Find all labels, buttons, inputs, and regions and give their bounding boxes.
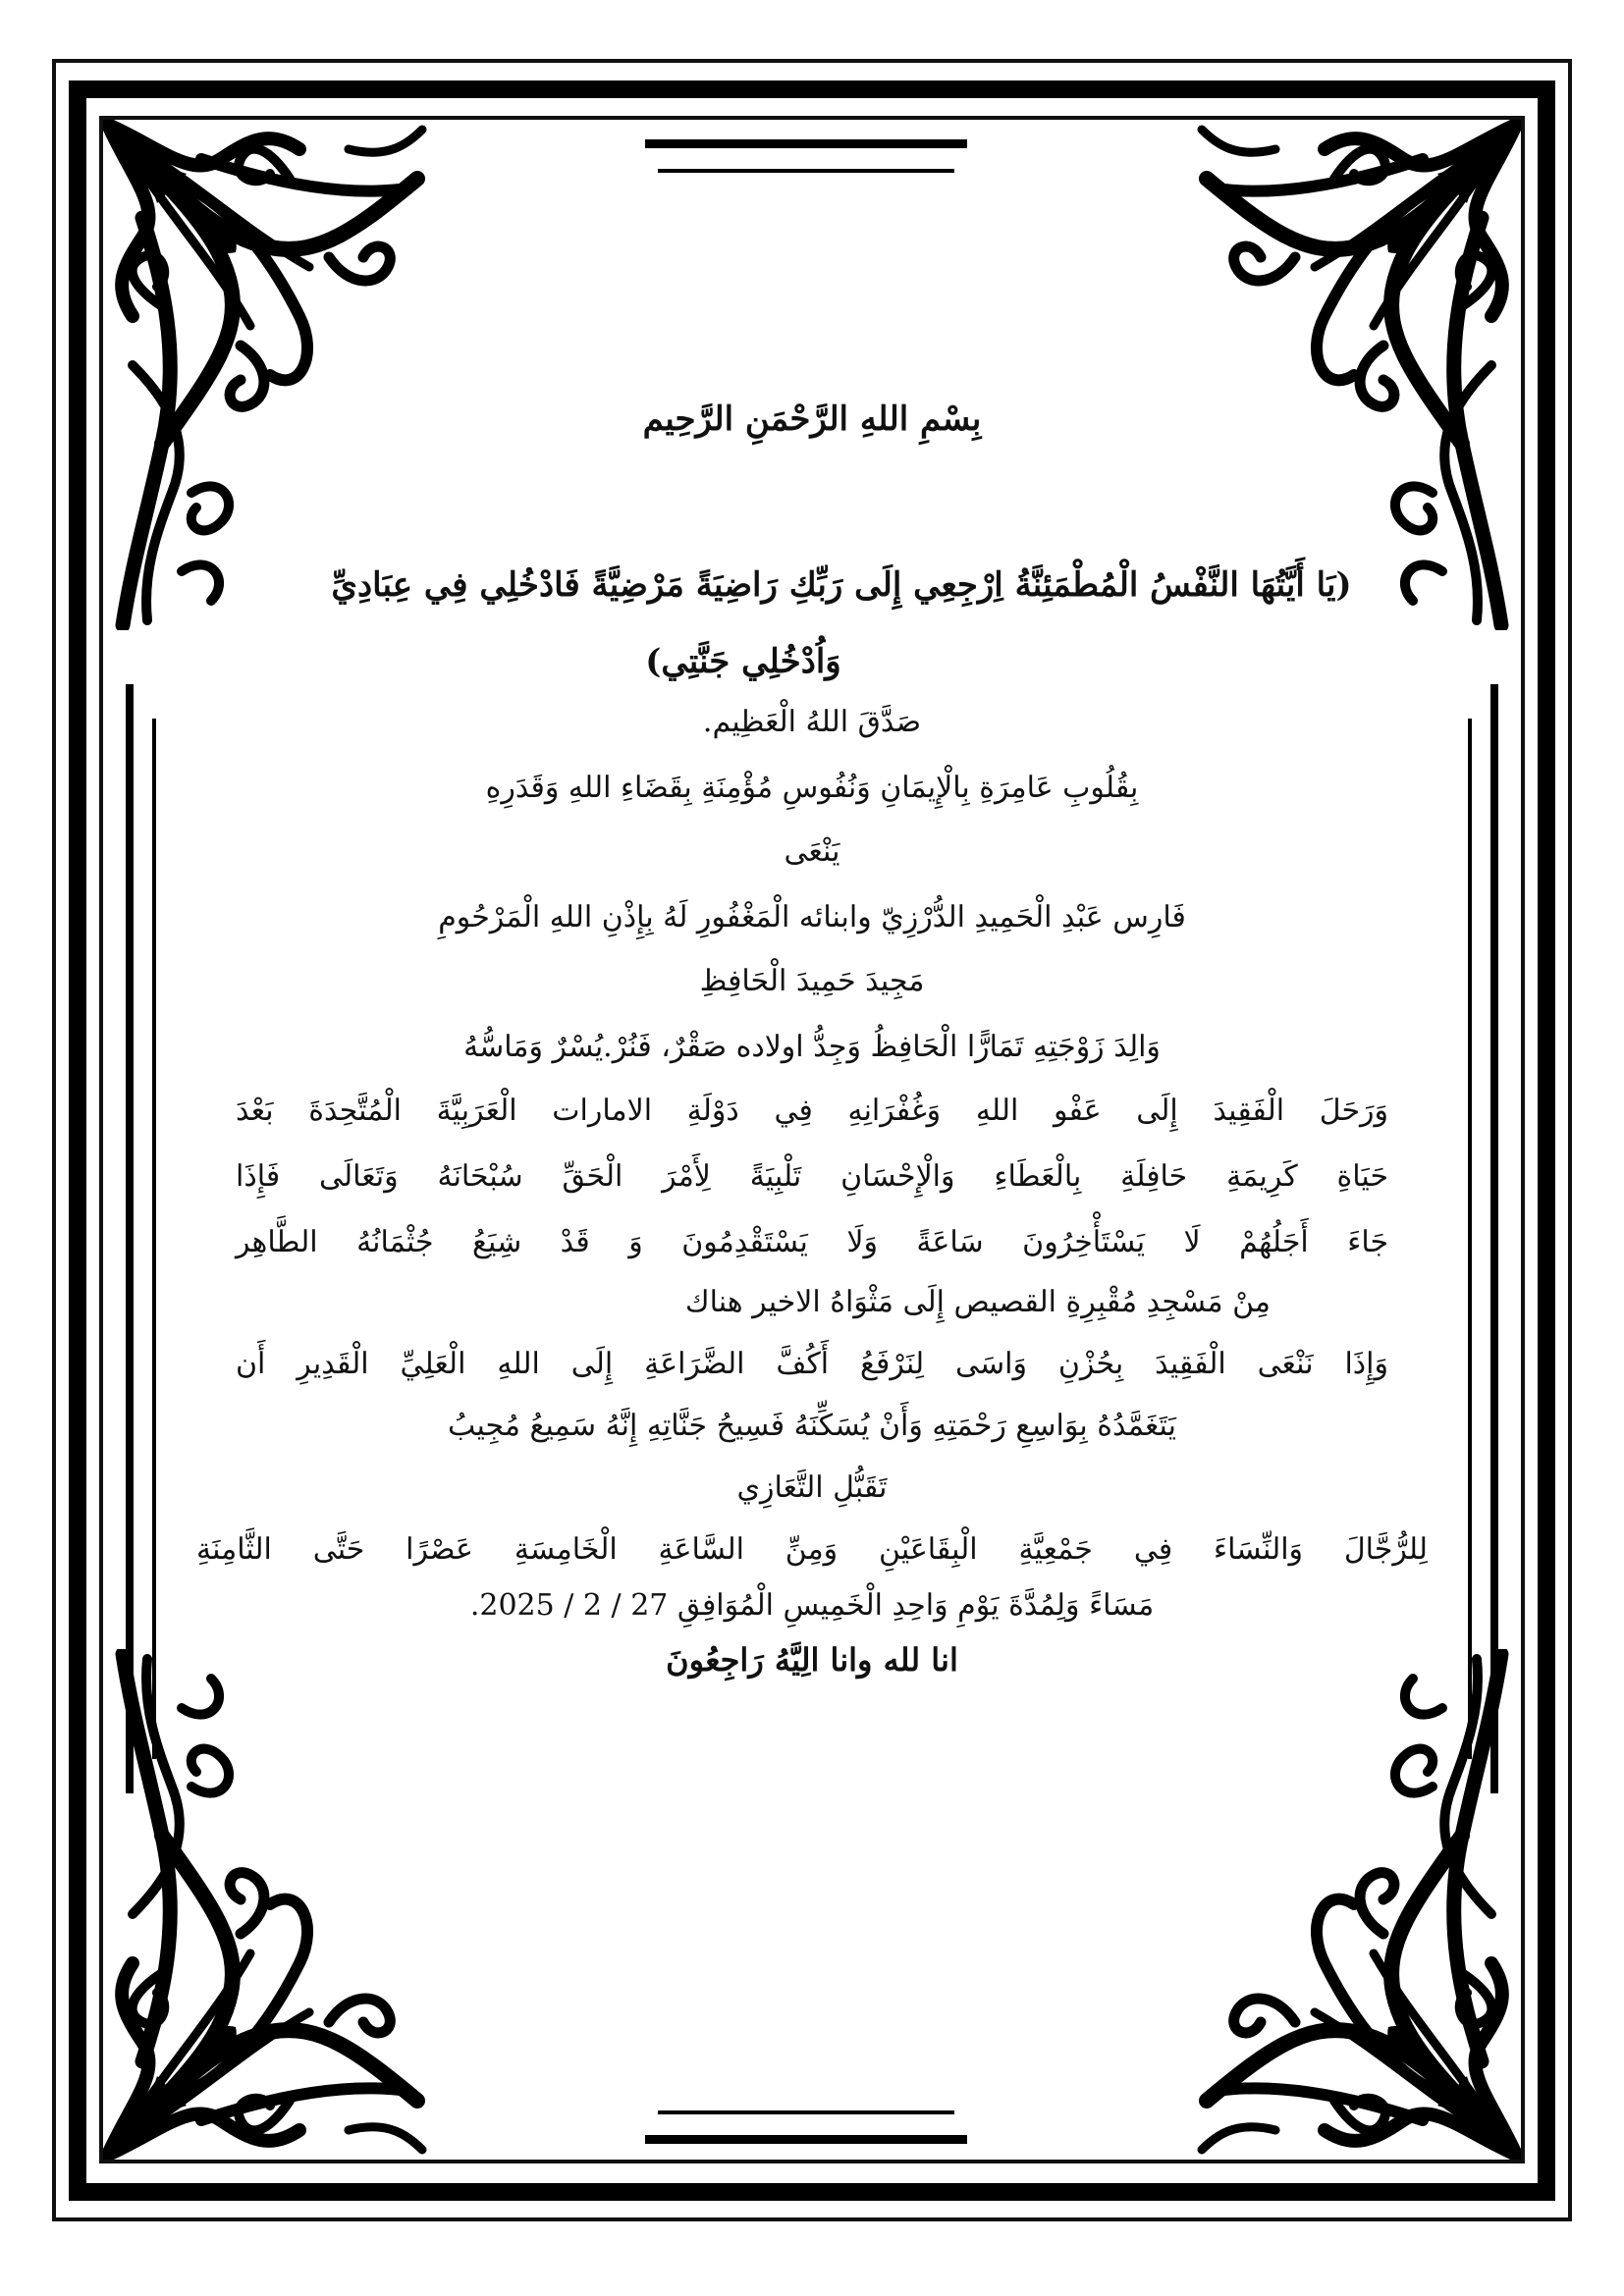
condolences-line: لِلرُّجَّالَ وَالنِّسَاءَ فِي جَمْعِيَّةِ الْبِقَاعَيْنِ وَمِنِّ السَّاعَةِ الْخَامِسَةِ عَصْرًا حَتَّى الثَّامِنَةِ	[196, 1532, 1428, 1567]
verse-line-1: (يَا أَيَّتُهَا النَّفْسُ الْمُطْمَئِنَّةُ اِرْجِعِي إِلَى رَبِّكِ رَاضِيَةً مَرْضِيَّةً فَادْخُلِي فِي عِبَادِيِّ	[331, 565, 1352, 605]
paragraph-2	[236, 1336, 1388, 1454]
verse-line-2: وَاُدْخُلِي جَنَّتِي)	[645, 642, 841, 681]
paragraph-2-line: يَتَغَمَّدُهُ بِوَاسِعِ رَحْمَتِهِ وَأَنْ يُسَكِّنَهُ فَسِيحُ جَنَّاتِهِ إِنَّهُ سَمِيعُ مُجِيبُ	[448, 1409, 1176, 1443]
family-line: وَالِدَ زَوْجَتِهِ تَمَارًّا الْحَافِظُ وَجِدُّ اولاده صَقْرٌ، فَنُرْ.يُسْرٌ وَمَاسُّهُ	[463, 1030, 1161, 1064]
top-ornament-bar-thick	[645, 139, 967, 148]
basmala: بِسْمِ اللهِ الرَّحْمَنِ الرَّحِيم	[642, 400, 982, 439]
bottom-ornament-bar-thick	[645, 2135, 967, 2144]
intro-line: بِقُلُوبِ عَامِرَةِ بِالْإِيمَانِ وَنُفُوسِ مُؤْمِنَةِ بِقَضَاءِ اللهِ وَقَدَرِهِ	[485, 771, 1139, 805]
paragraph-1-line: حَيَاةِ كَرِيمَةِ حَافِلَةِ بِالْعَطَاءِ وَالْإِحْسَانِ تَلْبِيَةً لِأَمْرَ الْحَقِّ سُبْحَانَهُ وَتَعَالَى فَإِذَا	[236, 1159, 1388, 1194]
paragraph-2-line: وَإِذَا نَنْعَى الْفَقِيدَ بِحُزْنِ وَاسَى لِنَرْفَعُ أَكُفَّ الضَّرَاعَةِ إِلَى اللهِ الْعَلِيِّ الْقَدِيرِ أَن	[236, 1347, 1388, 1381]
deceased-name: مَجِيدَ حَمِيدَ الْحَافِظِ	[699, 964, 925, 998]
condolences-heading: تَقَبُّلِ التَّعَازِي	[736, 1470, 888, 1505]
condolences-line: مَسَاءً وَلِمُدَّةَ يَوْمِ وَاحِدِ الْخَمِيسِ الْمُوَافِقِ 27 / 2 / 2025.	[469, 1588, 1155, 1623]
corner-ornament-bottom-left	[103, 1649, 427, 2160]
paragraph-1-line: وَرَحَلَ الْفَقِيدَ إِلَى عَفْو اللهِ وَغُفْرَانِهِ فِي دَوْلَةِ الامارات الْعَرَبِيَّةَ الْمُتَّحِدَةَ بَعْدَ	[236, 1094, 1388, 1128]
corner-ornament-bottom-right	[1197, 1649, 1521, 2160]
bottom-ornament-bar-thin	[658, 2110, 954, 2114]
paragraph-1	[236, 1083, 1388, 1330]
paragraph-1-line: مِنْ مَسْجِدِ مُقْبِرِةِ القصيص إِلَى مَثْوَاهُ الاخير هناك	[684, 1285, 1271, 1319]
paragraph-1-line: جَاءَ أَجَلُهُمْ لَا يَسْتَأْخِرُونَ سَاعَةً وَلَا يَسْتَقْدِمُونَ وَ قَدْ شِيَعُ جُثْمَانُهُ الطَّاهِر	[236, 1225, 1388, 1259]
sadaqa-allah: صَدَّقَ اللهُ الْعَظِيم.	[702, 705, 922, 739]
swirl-ornament-icon	[1197, 1649, 1521, 2160]
closing-phrase: انا لله وانا الِيَّهُ رَاجِعُونَ	[666, 1641, 958, 1679]
left-ornament-bar-thin	[152, 719, 156, 1759]
quran-verse	[236, 547, 1388, 700]
announces-label: يَنْعَى	[784, 834, 840, 869]
top-ornament-bar-thin	[658, 169, 954, 173]
right-ornament-bar-thick	[1490, 684, 1498, 1793]
swirl-ornament-icon	[103, 1649, 427, 2160]
mourner-line: فَارِس عَبْدِ الْحَمِيدِ الدُّرْزِيّ وابنائه الْمَغْفُورِ لَهُ بِإِذْنِ اللهِ الْمَرْحُومِ	[438, 900, 1186, 934]
right-ornament-bar-thin	[1468, 719, 1472, 1759]
obituary-text	[196, 388, 1428, 1679]
left-ornament-bar-thick	[126, 684, 134, 1793]
